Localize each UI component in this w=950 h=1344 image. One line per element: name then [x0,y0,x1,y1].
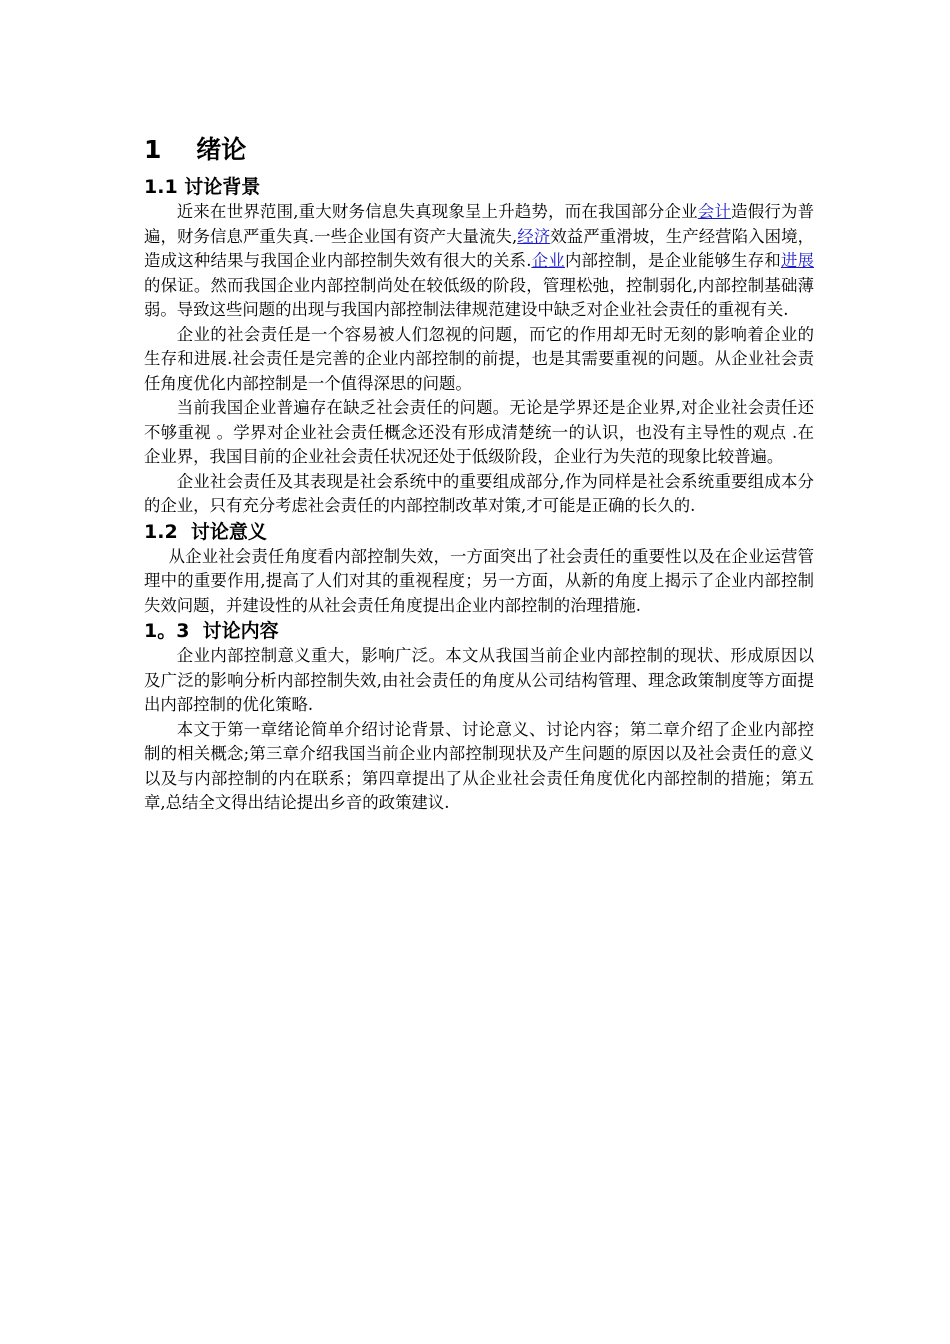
section-heading: 1.2 讨论意义 [144,520,267,543]
section-significance [144,519,814,619]
paragraph [144,470,814,519]
paragraph [144,200,814,323]
inline-link[interactable]: 企业 [531,251,565,270]
inline-link[interactable]: 会计 [697,202,732,221]
paragraph [144,644,814,718]
paragraph [144,718,814,816]
section-heading: 1。3 讨论内容 [144,620,279,642]
section-heading: 1.1 讨论背景 [144,176,261,198]
paragraph [144,323,814,397]
text-run: 企业社会责任及其表现是社会系统中的重要组成部分,作为同样是社会系统重要组成本分的企业，只有充分考虑社会责任的内部控制改革对策,才可能是正确的长久的. [144,471,814,515]
inline-link[interactable]: 进展 [781,251,815,270]
text-run: 企业内部控制意义重大，影响广泛。本文从我国当前企业内部控制的现状、形成原因以及广泛的影响分析内部控制失效,由社会责任的角度从公司结构管理、理念政策制度等方面提出内部控制的优化策略. [144,646,814,714]
text-run: 企业的社会责任是一个容易被人们忽视的问题，而它的作用却无时无刻的影响着企业的生存和进展.社会责任是完善的企业内部控制的前提，也是其需要重视的问题。从企业社会责任角度优化内部控制是一个值得深思的问题。 [144,324,814,393]
text-run: 近来在世界范围,重大财务信息失真现象呈上升趋势，而在我国部分企业 [176,202,698,221]
text-run: 造假行为普遍，财务信息严重失真.一些企业国有资产大量流失, [144,202,814,246]
paragraph [144,396,814,470]
text-run: 从企业社会责任角度看内部控制失效，一方面突出了社会责任的重要性以及在企业运营管理中的重要作用,提高了人们对其的重视程度；另一方面，从新的角度上揭示了企业内部控制失效问题，并建设性的从社会责任角度提出企业内部控制的治理措施. [144,546,814,615]
section-content [144,618,814,816]
section-background [144,174,814,519]
text-run: 本文于第一章绪论简单介绍讨论背景、讨论意义、讨论内容；第二章介绍了企业内部控制的相关概念;第三章介绍我国当前企业内部控制现状及产生问题的原因以及社会责任的意义以及与内部控制的内在联系；第四章提出了从企业社会责任角度优化内部控制的措施；第五章,总结全文得出结论提出乡音的政策建议. [144,719,814,812]
text-run: 的保证。然而我国企业内部控制尚处在较低级的阶段，管理松弛，控制弱化,内部控制基础薄弱。导致这些问题的出现与我国内部控制法律规范建设中缺乏对企业社会责任的重视有关. [144,275,814,319]
paragraph [144,545,814,619]
text-run: 当前我国企业普遍存在缺乏社会责任的问题。无论是学界还是企业界,对企业社会责任还不够重视 。学界对企业社会责任概念还没有形成清楚统一的认识，也没有主导性的观点 .在企业界，我国目前的企业社会责任状况还处于低级阶段，企业行为失范的现象比较普遍。 [144,398,814,466]
document-body [144,132,814,816]
text-run: 内部控制，是企业能够生存和 [564,251,781,270]
chapter-title: 1 绪论 [144,135,247,164]
inline-link[interactable]: 经济 [517,226,551,246]
text-run: 效益严重滑坡，生产经营陷入困境，造成这种结果与我国企业内部控制失效有很大的关系. [144,226,815,270]
